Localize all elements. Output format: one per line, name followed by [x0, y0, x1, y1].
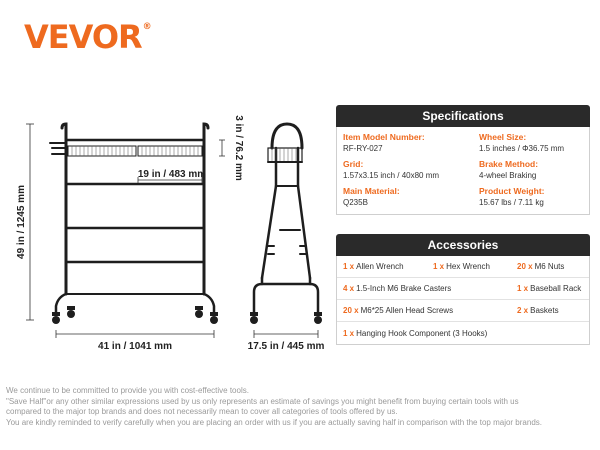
footer-line: "Save Half"or any other similar expressions used by us only represents an estimate of savings you might benefit from buying certain tools with us: [6, 396, 519, 406]
side-view-rack: [254, 124, 318, 312]
spec-item: [337, 156, 473, 183]
footer-disclaimer: [6, 386, 596, 428]
side-dimension-lines: [254, 330, 318, 338]
accessory-name: Hanging Hook Component (3 Hooks): [356, 328, 488, 338]
footer-line: You are kindly reminded to verify carefully when you are placing an order with us if you are actually saving half in comparison with the top major brands.: [6, 417, 542, 427]
accessory-name: Baseball Rack: [530, 284, 582, 293]
accessories-title: Accessories: [336, 234, 590, 256]
basket-height-label: 3 in / 76.2 mm: [233, 115, 244, 181]
accessory-row: [337, 278, 589, 300]
specifications-title: Specifications: [336, 105, 590, 127]
spec-label: Product Weight:: [479, 186, 545, 196]
spec-item: [337, 129, 473, 156]
spec-value: 4-wheel Braking: [479, 171, 537, 180]
spec-label: Wheel Size:: [479, 132, 527, 142]
spec-item: [473, 183, 591, 210]
front-view-casters: [52, 306, 218, 324]
accessory-item: [343, 306, 453, 315]
accessory-item: [517, 284, 581, 293]
accessory-name: Allen Wrench: [356, 262, 404, 271]
accessory-quantity: 4 x: [343, 284, 355, 293]
accessories-panel: [336, 234, 590, 345]
spec-label: Main Material:: [343, 186, 400, 196]
accessory-quantity: 1 x: [433, 262, 445, 271]
accessories-list: [336, 256, 590, 345]
specifications-grid: [337, 127, 589, 214]
spec-item: [473, 156, 591, 183]
spec-value: Q235B: [343, 198, 368, 207]
spec-value: 15.67 lbs / 7.11 kg: [479, 198, 544, 207]
accessory-name: M6*25 Allen Head Screws: [360, 306, 454, 315]
accessory-quantity: 1 x: [517, 284, 529, 293]
accessory-quantity: 20 x: [343, 306, 359, 315]
accessory-item: [517, 306, 559, 315]
footer-line: compared to the major top brands and does not necessarily mean to cover all categories of tools offered by us.: [6, 407, 398, 416]
spec-value: 1.5 inches / Φ36.75 mm: [479, 144, 565, 153]
front-width-label: 41 in / 1041 mm: [98, 341, 172, 352]
accessory-item: [433, 262, 490, 271]
side-view-casters: [250, 312, 322, 324]
spec-value: 1.57x3.15 inch / 40x80 mm: [343, 171, 440, 180]
side-depth-label: 17.5 in / 445 mm: [247, 341, 325, 352]
spec-item: [473, 129, 591, 156]
accessory-quantity: 2 x: [517, 306, 529, 315]
accessory-item: [517, 262, 564, 271]
specifications-panel: [336, 105, 590, 215]
spec-value: RF-RY-027: [343, 144, 383, 153]
spec-label: Item Model Number:: [343, 132, 425, 142]
spec-item: [337, 183, 473, 210]
accessory-item: [343, 284, 451, 293]
accessory-name: M6 Nuts: [534, 262, 565, 271]
accessory-quantity: 1 x: [343, 328, 355, 338]
accessory-item: [343, 329, 487, 338]
accessory-item: [343, 262, 404, 271]
front-view-rack: [50, 124, 214, 312]
accessory-name: Baskets: [530, 306, 559, 315]
accessory-quantity: 20 x: [517, 262, 533, 271]
basket-width-label: 19 in / 483 mm: [137, 169, 207, 180]
spec-label: Grid:: [343, 159, 364, 169]
front-height-label: 49 in / 1245 mm: [16, 185, 27, 259]
accessory-row: [337, 256, 589, 278]
accessory-name: 1.5-Inch M6 Brake Casters: [356, 284, 452, 293]
vevor-logo: VEVOR®: [24, 18, 151, 56]
spec-label: Brake Method:: [479, 159, 539, 169]
footer-line: We continue to be committed to provide you with cost-effective tools.: [6, 386, 249, 395]
accessory-name: Hex Wrench: [446, 262, 490, 271]
accessory-row: [337, 300, 589, 322]
registered-mark: ®: [142, 22, 151, 32]
accessory-row: [337, 322, 589, 344]
accessory-quantity: 1 x: [343, 262, 355, 271]
